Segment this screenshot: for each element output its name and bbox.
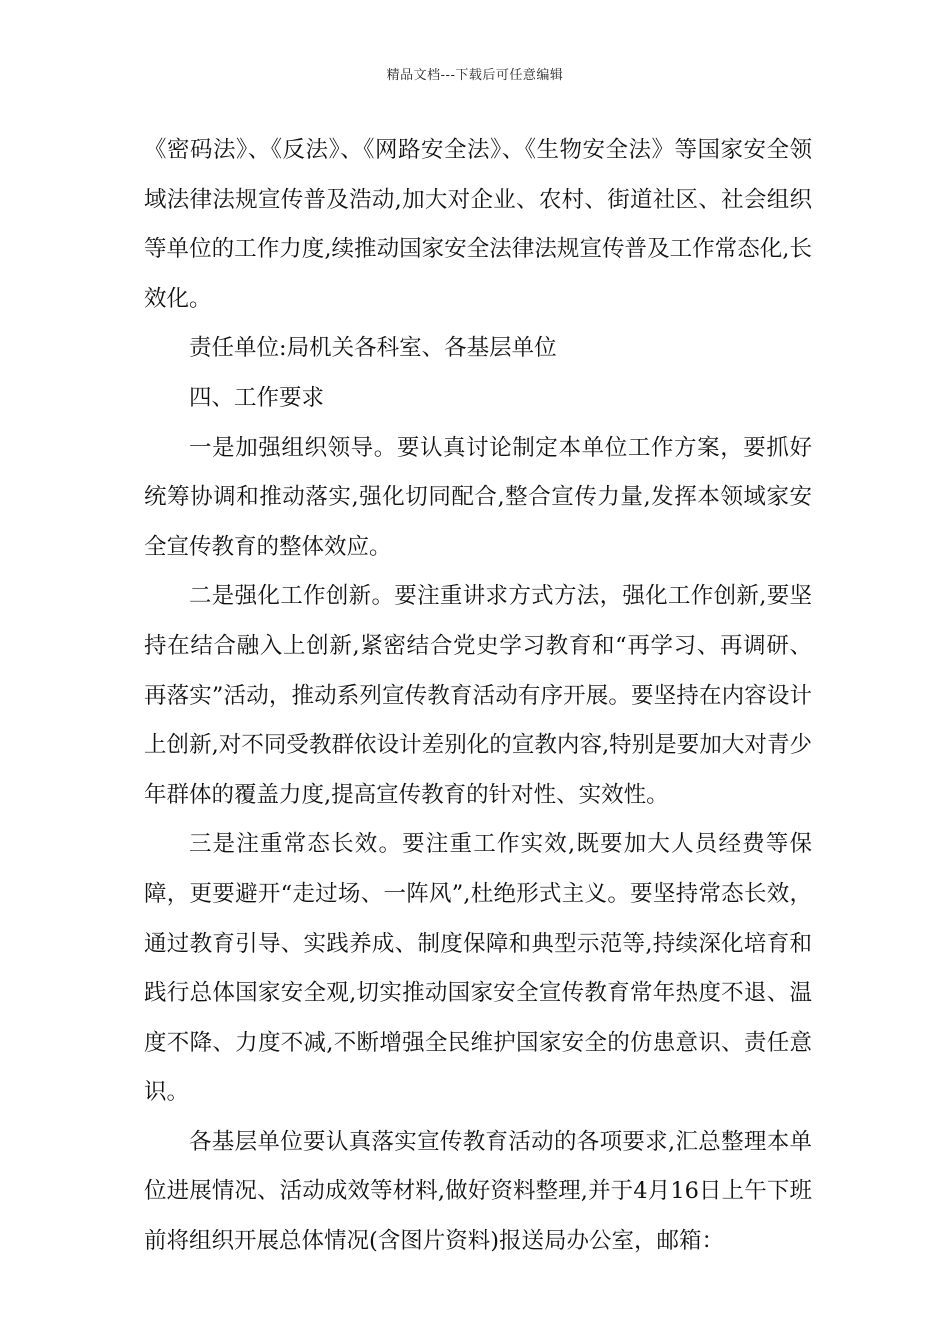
paragraph-continued: 《密码法》、《反法》、《网路安全法》、《生物安全法》等国家安全领域法律法规宣传普及浩动,加大对企业、农村、街道社区、社会组织等单位的工作力度,续推动国家安全法律法规宣传普及工作常态化,长效化。 [144,137,812,312]
document-body [144,126,812,1267]
page-header: 精品文档---下载后可任意编辑 [386,68,564,83]
section-heading-work-requirements: 四、工作要求 [189,384,325,411]
paragraph-requirement-3: 三是注重常态长效。要注重工作实效,既要加大人员经费等保障，更要避开“走过场、一阵风”,杜绝形式主义。要坚持常态长效，通过教育引导、实践养成、制度保障和典型示范等,持续深化培育和践行总体国家安全观,切实推动国家安全宣传教育常年热度不退、温度不降、力度不减,不断增强全民维护国家安全的仿患意识、责任意识。 [144,831,812,1106]
paragraph-responsible-units: 责任单位:局机关各科室、各基层单位 [189,335,557,362]
paragraph-requirement-2: 二是强化工作创新。要注重讲求方式方法，强化工作创新,要坚持在结合融入上创新,紧密结合党史学习教育和“再学习、再调研、再落实”活动，推动系列宣传教育活动有序开展。要坚持在内容设计上创新,对不同受教群依设计差别化的宣教内容,特别是要加大对青少年群体的覆盖力度,提高宣传教育的针对性、实效性。 [144,583,812,808]
paragraph-requirement-1: 一是加强组织领导。要认真讨论制定本单位工作方案，要抓好统筹协调和推动落实,强化切同配合,整合宣传力量,发挥本领域家安全宣传教育的整体效应。 [144,434,812,560]
paragraph-submission: 各基层单位要认真落实宣传教育活动的各项要求,汇总整理本单位进展情况、活动成效等材料,做好资料整理,并于4月16日上午下班前将组织开展总体情况(含图片资料)报送局办公室，邮箱： [144,1128,812,1255]
